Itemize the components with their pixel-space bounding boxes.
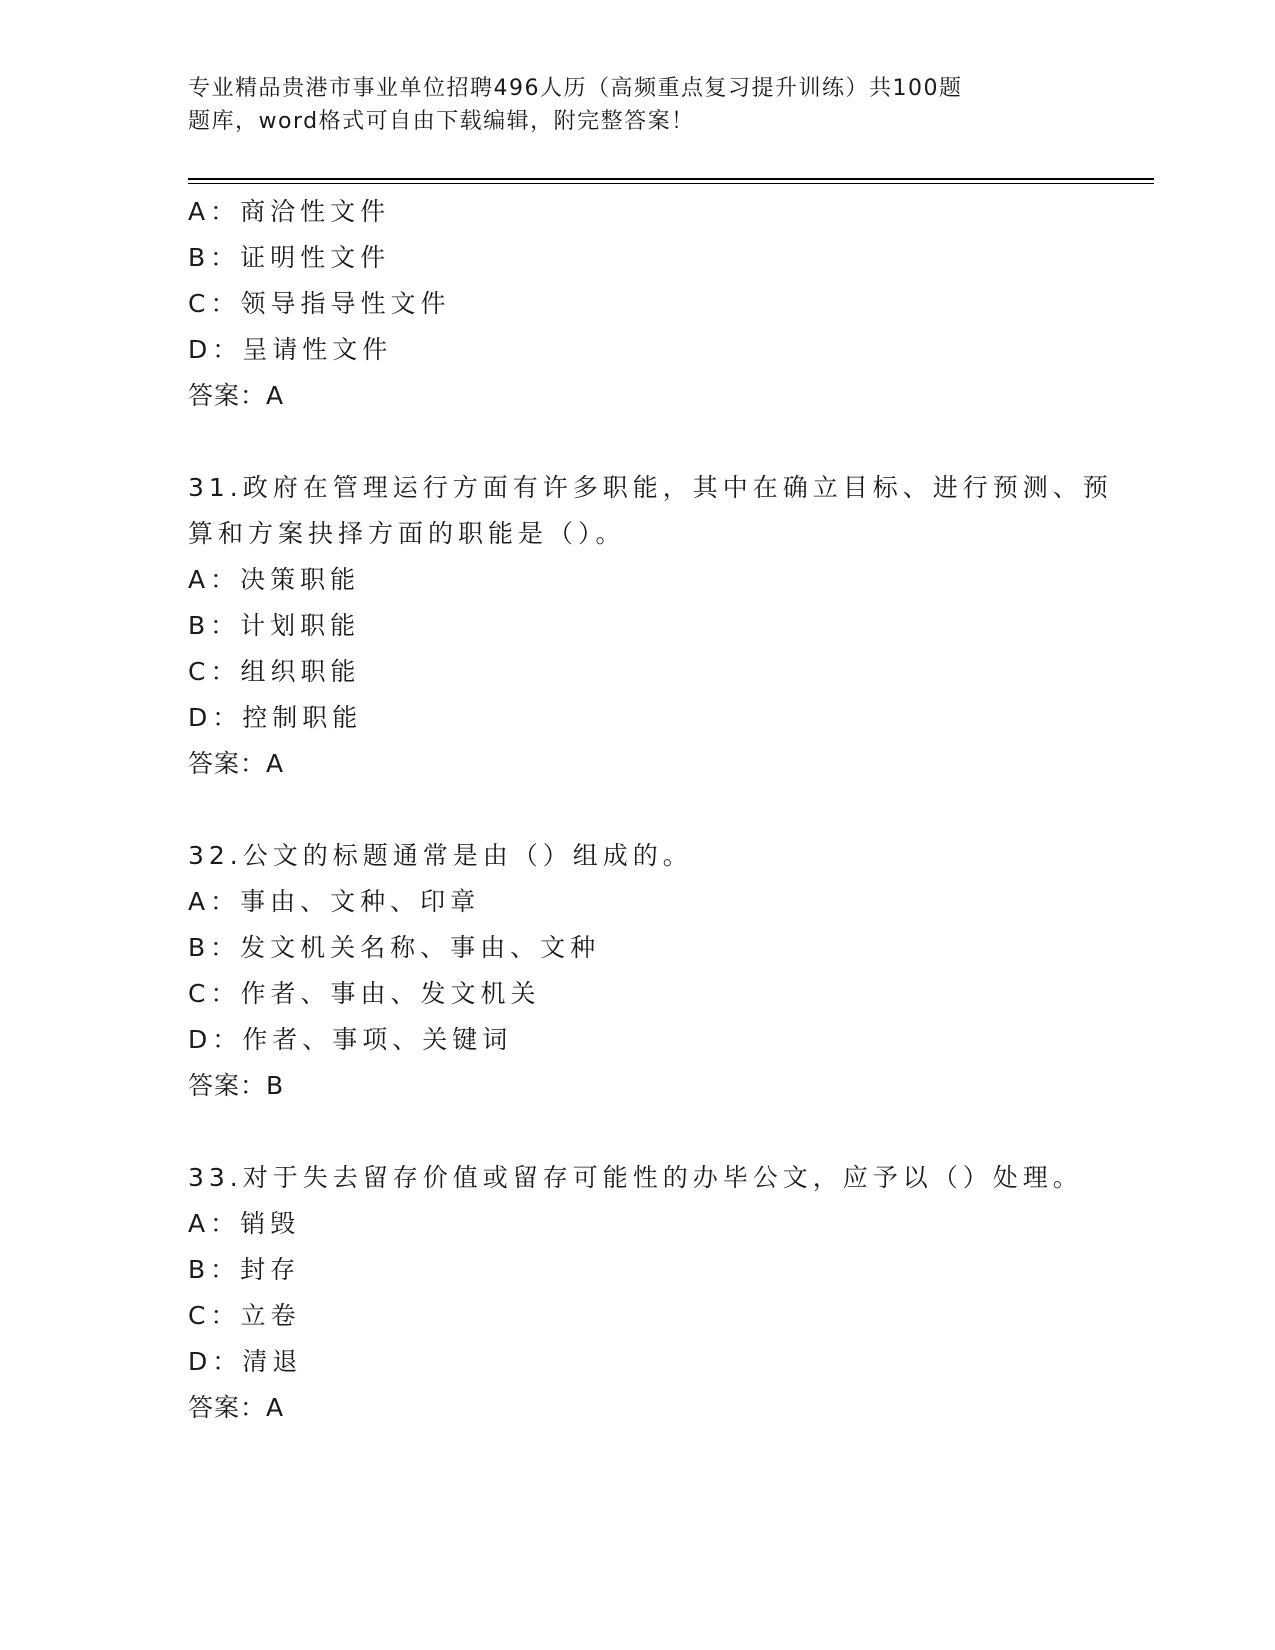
option-d: D：清退 bbox=[188, 1347, 303, 1376]
question-stem: 31.政府在管理运行方面有许多职能，其中在确立目标、进行预测、预 bbox=[188, 473, 1113, 502]
header-title-line-1: 专业精品贵港市事业单位招聘496人历（高频重点复习提升训练）共100题 bbox=[188, 76, 963, 101]
question-block-33 bbox=[188, 1155, 1154, 1431]
header-divider-thick bbox=[188, 178, 1154, 180]
option-c: C：立卷 bbox=[188, 1301, 301, 1330]
option-b: B：发文机关名称、事由、文种 bbox=[188, 933, 601, 962]
question-block-32 bbox=[188, 833, 1154, 1109]
spacer bbox=[188, 787, 1154, 833]
option-a: A：销毁 bbox=[188, 1209, 301, 1238]
option-a: A：决策职能 bbox=[188, 565, 361, 594]
header-title-line-2: 题库，word格式可自由下载编辑，附完整答案！ bbox=[188, 109, 695, 134]
spacer bbox=[188, 419, 1154, 465]
document-header bbox=[188, 72, 1048, 138]
header-divider-thin bbox=[188, 183, 1154, 184]
option-b: B：证明性文件 bbox=[188, 243, 391, 272]
question-list bbox=[188, 189, 1154, 1431]
option-c: C：组织职能 bbox=[188, 657, 361, 686]
option-a: A：商洽性文件 bbox=[188, 197, 391, 226]
question-stem: 33.对于失去留存价值或留存可能性的办毕公文，应予以（）处理。 bbox=[188, 1163, 1083, 1192]
question-stem-continued: 算和方案抉择方面的职能是（）。 bbox=[188, 519, 626, 548]
answer-line: 答案：A bbox=[188, 1393, 285, 1422]
option-d: D：作者、事项、关键词 bbox=[188, 1025, 513, 1054]
option-b: B：计划职能 bbox=[188, 611, 361, 640]
question-stem: 32.公文的标题通常是由（）组成的。 bbox=[188, 841, 693, 870]
spacer bbox=[188, 1109, 1154, 1155]
question-block-31 bbox=[188, 465, 1154, 787]
option-c: C：作者、事由、发文机关 bbox=[188, 979, 541, 1008]
option-a: A：事由、文种、印章 bbox=[188, 887, 481, 916]
option-b: B：封存 bbox=[188, 1255, 301, 1284]
answer-line: 答案：A bbox=[188, 749, 285, 778]
answer-line: 答案：B bbox=[188, 1071, 285, 1100]
answer-line: 答案：A bbox=[188, 381, 285, 410]
question-block-30 bbox=[188, 189, 1154, 419]
option-c: C：领导指导性文件 bbox=[188, 289, 451, 318]
option-d: D：呈请性文件 bbox=[188, 335, 393, 364]
option-d: D：控制职能 bbox=[188, 703, 363, 732]
